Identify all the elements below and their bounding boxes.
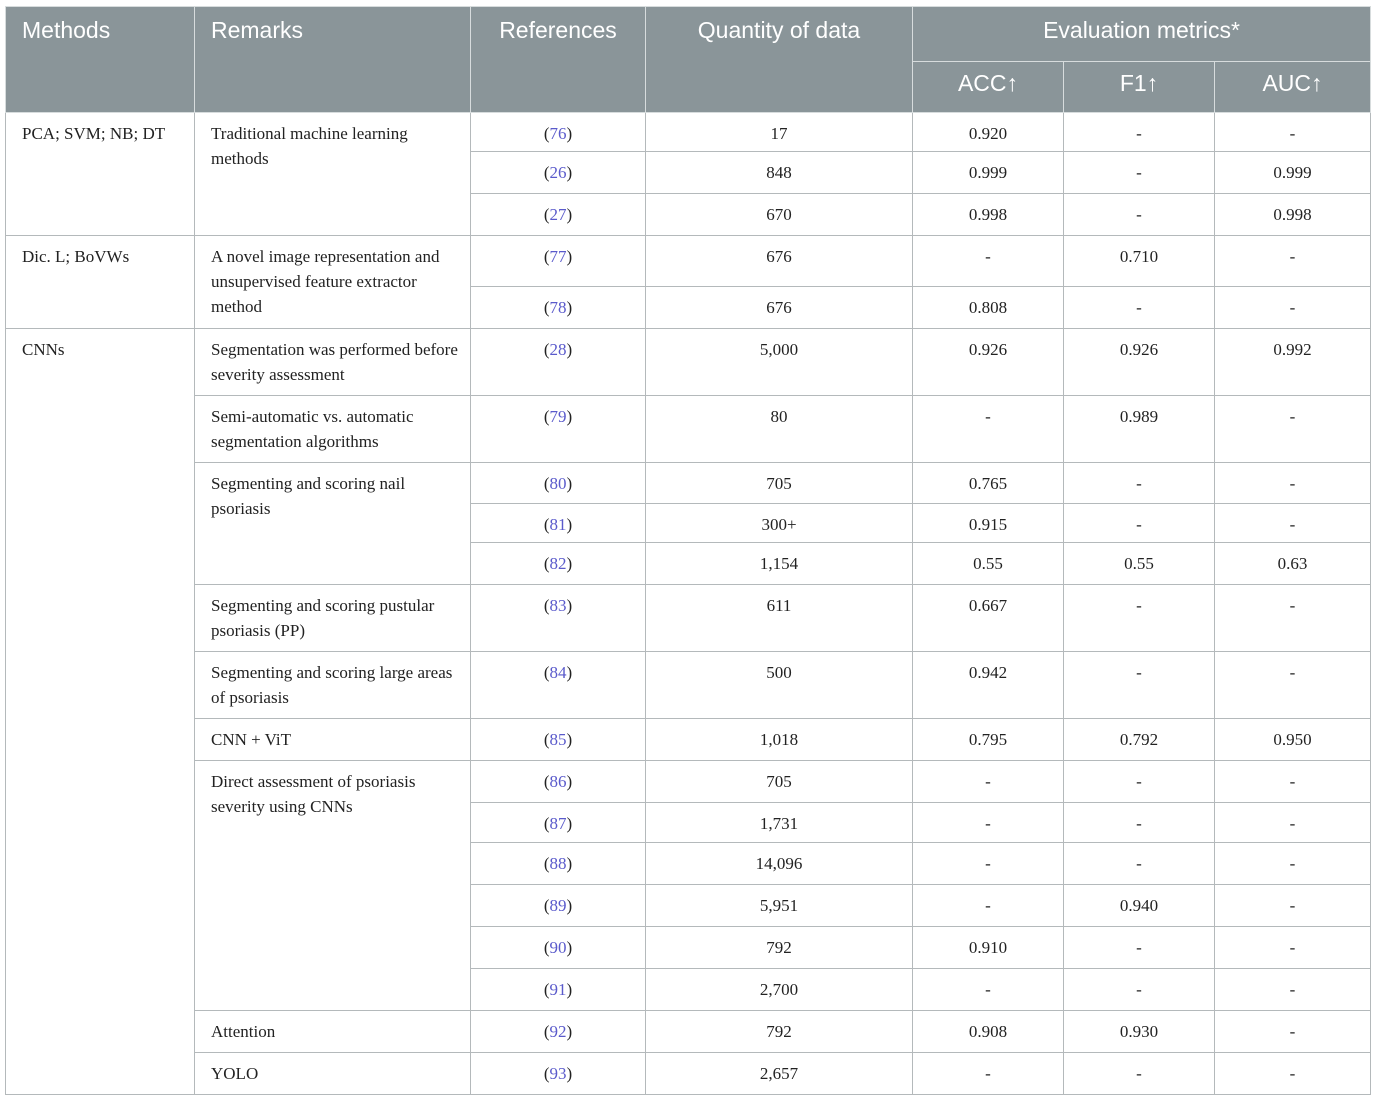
quantity-cell: 1,154 (646, 543, 913, 585)
quantity-cell: 1,731 (646, 803, 913, 843)
paren-close: ) (566, 298, 573, 317)
reference-link[interactable]: 86 (549, 772, 567, 791)
reference-cell (471, 843, 646, 885)
auc-cell: - (1215, 803, 1371, 843)
quantity-cell: 80 (646, 396, 913, 463)
reference-cell (471, 287, 646, 329)
paren-close: ) (566, 554, 573, 573)
reference-link[interactable]: 87 (549, 814, 567, 833)
header-methods: Methods (6, 7, 195, 113)
paren-close: ) (566, 163, 573, 182)
remark-cell: Traditional machine learning methods (195, 113, 471, 236)
reference-link[interactable]: 90 (549, 938, 567, 957)
reference-link[interactable]: 88 (549, 854, 567, 873)
reference-link[interactable]: 83 (549, 596, 567, 615)
remark-cell: Direct assessment of psoriasis severity using CNNs (195, 761, 471, 1011)
reference-cell (471, 927, 646, 969)
f1-cell: - (1064, 843, 1215, 885)
header-references: References (471, 7, 646, 113)
reference-link[interactable]: 76 (549, 124, 567, 143)
table-body (6, 113, 1371, 1095)
paren-close: ) (566, 730, 573, 749)
reference-cell (471, 329, 646, 396)
paren-open: ( (543, 124, 550, 143)
auc-cell: - (1215, 236, 1371, 287)
paren-close: ) (566, 596, 573, 615)
quantity-cell: 500 (646, 652, 913, 719)
f1-cell: 0.710 (1064, 236, 1215, 287)
table-row (6, 113, 1371, 152)
f1-cell: 0.55 (1064, 543, 1215, 585)
paren-open: ( (543, 407, 550, 426)
f1-cell: - (1064, 504, 1215, 543)
auc-cell: 0.998 (1215, 194, 1371, 236)
reference-cell (471, 803, 646, 843)
acc-cell: 0.920 (913, 113, 1064, 152)
f1-cell: - (1064, 585, 1215, 652)
quantity-cell: 611 (646, 585, 913, 652)
reference-cell (471, 1053, 646, 1095)
paren-open: ( (543, 163, 550, 182)
reference-link[interactable]: 27 (549, 205, 567, 224)
paren-open: ( (543, 854, 550, 873)
reference-link[interactable]: 80 (549, 474, 567, 493)
header-quantity: Quantity of data (646, 7, 913, 113)
method-cell: PCA; SVM; NB; DT (6, 113, 195, 236)
paren-open: ( (543, 340, 550, 359)
auc-cell: 0.992 (1215, 329, 1371, 396)
quantity-cell: 792 (646, 1011, 913, 1053)
quantity-cell: 2,700 (646, 969, 913, 1011)
quantity-cell: 1,018 (646, 719, 913, 761)
paren-close: ) (566, 515, 573, 534)
f1-cell: - (1064, 287, 1215, 329)
auc-cell: - (1215, 585, 1371, 652)
acc-cell: 0.765 (913, 463, 1064, 504)
quantity-cell: 300+ (646, 504, 913, 543)
paren-close: ) (566, 205, 573, 224)
acc-cell: - (913, 761, 1064, 803)
acc-cell: 0.998 (913, 194, 1064, 236)
paren-open: ( (543, 205, 550, 224)
reference-cell (471, 504, 646, 543)
paren-close: ) (566, 247, 573, 266)
remark-cell: Segmentation was performed before severity assessment (195, 329, 471, 396)
paren-open: ( (543, 772, 550, 791)
reference-link[interactable]: 92 (549, 1022, 567, 1041)
methods-comparison-table (5, 6, 1371, 1095)
auc-cell: - (1215, 969, 1371, 1011)
table-row (6, 463, 1371, 504)
f1-cell: - (1064, 194, 1215, 236)
auc-cell: - (1215, 652, 1371, 719)
f1-cell: 0.989 (1064, 396, 1215, 463)
auc-cell: - (1215, 287, 1371, 329)
quantity-cell: 705 (646, 463, 913, 504)
reference-cell (471, 236, 646, 287)
acc-cell: - (913, 885, 1064, 927)
auc-cell: - (1215, 1011, 1371, 1053)
paren-close: ) (566, 474, 573, 493)
remark-cell: YOLO (195, 1053, 471, 1095)
reference-cell (471, 463, 646, 504)
reference-link[interactable]: 28 (549, 340, 567, 359)
auc-cell: - (1215, 761, 1371, 803)
f1-cell: - (1064, 803, 1215, 843)
remark-cell: Attention (195, 1011, 471, 1053)
auc-cell: - (1215, 463, 1371, 504)
acc-cell: - (913, 803, 1064, 843)
acc-cell: - (913, 396, 1064, 463)
acc-cell: 0.908 (913, 1011, 1064, 1053)
paren-open: ( (543, 980, 550, 999)
quantity-cell: 14,096 (646, 843, 913, 885)
auc-cell: 0.950 (1215, 719, 1371, 761)
acc-cell: 0.910 (913, 927, 1064, 969)
f1-cell: 0.940 (1064, 885, 1215, 927)
table-row (6, 1053, 1371, 1095)
paren-close: ) (566, 407, 573, 426)
reference-cell (471, 113, 646, 152)
auc-cell: - (1215, 927, 1371, 969)
acc-cell: - (913, 236, 1064, 287)
paren-close: ) (566, 1064, 573, 1083)
paren-close: ) (566, 814, 573, 833)
acc-cell: 0.808 (913, 287, 1064, 329)
remark-cell: Segmenting and scoring pustular psoriasis (PP) (195, 585, 471, 652)
auc-cell: - (1215, 1053, 1371, 1095)
auc-cell: - (1215, 885, 1371, 927)
paren-open: ( (543, 474, 550, 493)
acc-cell: - (913, 969, 1064, 1011)
acc-cell: - (913, 843, 1064, 885)
paren-close: ) (566, 340, 573, 359)
quantity-cell: 670 (646, 194, 913, 236)
f1-cell: - (1064, 652, 1215, 719)
paren-close: ) (566, 663, 573, 682)
header-auc: AUC↑ (1215, 62, 1371, 113)
reference-cell (471, 1011, 646, 1053)
paren-open: ( (543, 596, 550, 615)
paren-open: ( (543, 515, 550, 534)
table-row (6, 585, 1371, 652)
acc-cell: 0.55 (913, 543, 1064, 585)
acc-cell: 0.942 (913, 652, 1064, 719)
f1-cell: - (1064, 969, 1215, 1011)
auc-cell: 0.63 (1215, 543, 1371, 585)
table-header (6, 7, 1371, 113)
f1-cell: - (1064, 463, 1215, 504)
reference-link[interactable]: 81 (549, 515, 567, 534)
paren-close: ) (566, 124, 573, 143)
paren-close: ) (566, 896, 573, 915)
reference-link[interactable]: 79 (549, 407, 567, 426)
reference-link[interactable]: 82 (549, 554, 567, 573)
paren-open: ( (543, 938, 550, 957)
acc-cell: 0.667 (913, 585, 1064, 652)
header-remarks: Remarks (195, 7, 471, 113)
paren-open: ( (543, 1064, 550, 1083)
header-evaluation-metrics: Evaluation metrics* (913, 7, 1371, 62)
reference-link[interactable]: 26 (549, 163, 567, 182)
header-acc: ACC↑ (913, 62, 1064, 113)
auc-cell: - (1215, 396, 1371, 463)
acc-cell: 0.999 (913, 152, 1064, 194)
f1-cell: - (1064, 113, 1215, 152)
table-row (6, 652, 1371, 719)
reference-cell (471, 719, 646, 761)
reference-link[interactable]: 89 (549, 896, 567, 915)
remark-cell: Segmenting and scoring large areas of psoriasis (195, 652, 471, 719)
f1-cell: - (1064, 152, 1215, 194)
f1-cell: - (1064, 761, 1215, 803)
remark-cell: CNN + ViT (195, 719, 471, 761)
reference-cell (471, 396, 646, 463)
table-row (6, 1011, 1371, 1053)
paren-open: ( (543, 247, 550, 266)
auc-cell: - (1215, 113, 1371, 152)
reference-cell (471, 969, 646, 1011)
remark-cell: Segmenting and scoring nail psoriasis (195, 463, 471, 585)
paren-close: ) (566, 772, 573, 791)
reference-link[interactable]: 84 (549, 663, 567, 682)
paren-close: ) (566, 980, 573, 999)
reference-cell (471, 761, 646, 803)
paren-open: ( (543, 663, 550, 682)
table-row (6, 396, 1371, 463)
method-cell: Dic. L; BoVWs (6, 236, 195, 329)
reference-cell (471, 194, 646, 236)
paren-open: ( (543, 298, 550, 317)
acc-cell: 0.915 (913, 504, 1064, 543)
reference-link[interactable]: 85 (549, 730, 567, 749)
quantity-cell: 676 (646, 236, 913, 287)
paren-close: ) (566, 938, 573, 957)
paren-open: ( (543, 896, 550, 915)
quantity-cell: 2,657 (646, 1053, 913, 1095)
paren-open: ( (543, 1022, 550, 1041)
paren-close: ) (566, 1022, 573, 1041)
table-row (6, 329, 1371, 396)
reference-cell (471, 543, 646, 585)
paren-open: ( (543, 554, 550, 573)
reference-cell (471, 585, 646, 652)
paren-open: ( (543, 730, 550, 749)
f1-cell: - (1064, 927, 1215, 969)
reference-link[interactable]: 93 (549, 1064, 567, 1083)
quantity-cell: 5,000 (646, 329, 913, 396)
f1-cell: 0.930 (1064, 1011, 1215, 1053)
header-f1: F1↑ (1064, 62, 1215, 113)
reference-cell (471, 152, 646, 194)
table-row (6, 761, 1371, 803)
reference-cell (471, 652, 646, 719)
quantity-cell: 17 (646, 113, 913, 152)
table-row (6, 236, 1371, 287)
reference-link[interactable]: 78 (549, 298, 567, 317)
auc-cell: 0.999 (1215, 152, 1371, 194)
table-row (6, 719, 1371, 761)
acc-cell: 0.926 (913, 329, 1064, 396)
paren-open: ( (543, 814, 550, 833)
f1-cell: 0.792 (1064, 719, 1215, 761)
reference-link[interactable]: 77 (549, 247, 567, 266)
f1-cell: - (1064, 1053, 1215, 1095)
acc-cell: 0.795 (913, 719, 1064, 761)
method-cell: CNNs (6, 329, 195, 1095)
auc-cell: - (1215, 504, 1371, 543)
remark-cell: Semi-automatic vs. automatic segmentation algorithms (195, 396, 471, 463)
quantity-cell: 676 (646, 287, 913, 329)
auc-cell: - (1215, 843, 1371, 885)
quantity-cell: 792 (646, 927, 913, 969)
quantity-cell: 848 (646, 152, 913, 194)
reference-link[interactable]: 91 (549, 980, 567, 999)
paren-close: ) (566, 854, 573, 873)
results-table-container (5, 6, 1371, 1095)
quantity-cell: 5,951 (646, 885, 913, 927)
quantity-cell: 705 (646, 761, 913, 803)
f1-cell: 0.926 (1064, 329, 1215, 396)
remark-cell: A novel image representation and unsupervised feature extractor method (195, 236, 471, 329)
acc-cell: - (913, 1053, 1064, 1095)
reference-cell (471, 885, 646, 927)
